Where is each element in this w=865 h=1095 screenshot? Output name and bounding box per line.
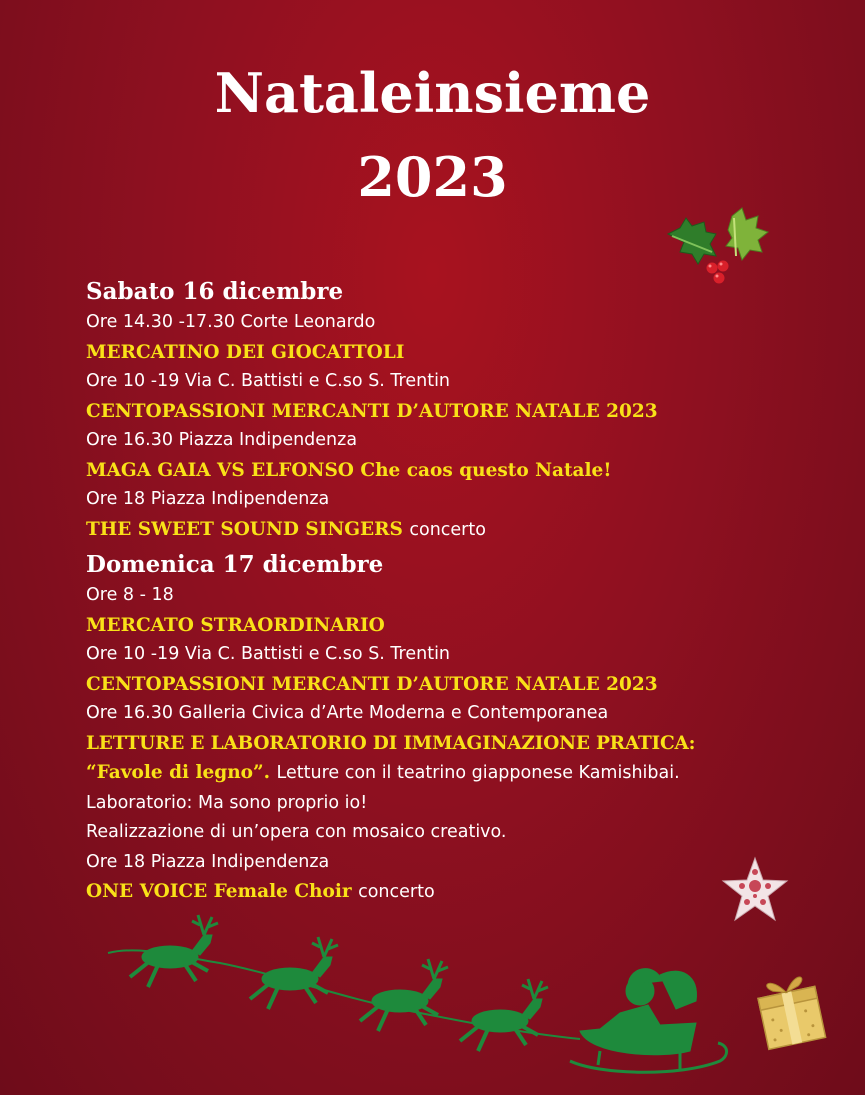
event-time: Ore 18 Piazza Indipendenza xyxy=(86,489,330,509)
day-heading-sunday: Domenica 17 dicembre xyxy=(86,551,384,578)
event-description: Realizzazione di un’opera con mosaico creativo. xyxy=(86,822,507,842)
event-title: THE SWEET SOUND SINGERS xyxy=(86,518,403,540)
event-program xyxy=(86,276,846,908)
event-type: concerto xyxy=(409,519,486,540)
event-title: MAGA GAIA VS ELFONSO Che caos questo Natale! xyxy=(86,459,612,481)
page-title-line1: Nataleinsieme xyxy=(214,61,651,125)
event-time: Ore 18 Piazza Indipendenza xyxy=(86,851,330,872)
event-time: Ore 10 -19 Via C. Battisti e C.so S. Trentin xyxy=(86,371,451,391)
day-heading-saturday: Sabato 16 dicembre xyxy=(86,278,344,305)
event-title: ONE VOICE Female Choir xyxy=(86,881,352,902)
event-description: Laboratorio: Ma sono proprio io! xyxy=(86,792,368,813)
event-title-row xyxy=(86,515,846,546)
event-subtitle: “Favole di legno”. xyxy=(86,762,271,783)
event-title: CENTOPASSIONI MERCANTI D’AUTORE NATALE 2023 xyxy=(86,400,658,422)
page-title-line2: 2023 xyxy=(357,145,508,209)
event-type: concerto xyxy=(358,882,435,902)
event-subtitle-row xyxy=(86,758,846,789)
event-time: Ore 10 -19 Via C. Battisti e C.so S. Trentin xyxy=(86,644,451,664)
gift-box-icon xyxy=(748,966,834,1052)
event-description: Letture con il teatrino giapponese Kamishibai. xyxy=(276,763,680,783)
reindeer-sleigh-icon xyxy=(100,905,740,1085)
event-title: MERCATO STRAORDINARIO xyxy=(86,614,385,636)
event-time: Ore 16.30 Piazza Indipendenza xyxy=(86,430,358,450)
event-title: CENTOPASSIONI MERCANTI D’AUTORE NATALE 2023 xyxy=(86,673,658,695)
event-title: MERCATINO DEI GIOCATTOLI xyxy=(86,341,405,363)
event-time: Ore 8 - 18 xyxy=(86,585,174,605)
event-title: LETTURE E LABORATORIO DI IMMAGINAZIONE PRATICA: xyxy=(86,732,696,754)
event-time: Ore 14.30 -17.30 Corte Leonardo xyxy=(86,312,376,332)
event-time: Ore 16.30 Galleria Civica d’Arte Moderna e Contemporanea xyxy=(86,703,609,723)
